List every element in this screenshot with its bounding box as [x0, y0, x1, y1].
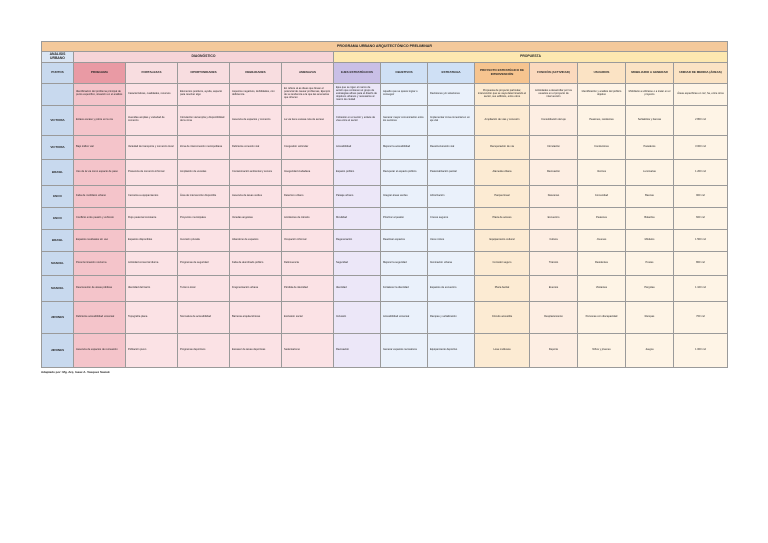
table-cell: Integrar áreas verdes [381, 185, 428, 207]
section-proposal: PROPUESTA [334, 52, 728, 63]
table-cell: Visitantes [578, 275, 626, 301]
table-cell: Falta de alumbrado público [230, 251, 282, 275]
program-table [41, 41, 728, 368]
table-cell: Paraderos [626, 135, 674, 159]
table-row [42, 207, 728, 229]
section-analysis: ANÁLISIS URBANO [42, 52, 74, 63]
table-cell: Ausencia de espacios y comercio [230, 105, 282, 135]
table-cell: Peatones, residentes [578, 105, 626, 135]
table-cell: La vía tiene escasa ruta de acceso [282, 105, 334, 135]
table-cell: Losa multiusos [475, 333, 530, 367]
table-row [42, 135, 728, 159]
table-cell: Identidad del barrio [126, 275, 178, 301]
table-cell: Ampliación de veredas [178, 159, 230, 185]
table-cell: Aspectos negativos, debilidades, con deficiencia [230, 83, 282, 105]
table-cell: Movilidad [334, 207, 381, 229]
table-cell: Accesibilidad universal [381, 301, 428, 333]
table-cell: Circuito accesible [475, 301, 530, 333]
header-cell: PROYECTO ESTRATÉGICO DE INTERVENCIÓN [475, 62, 530, 83]
table-row [42, 185, 728, 207]
table-cell: Características, cualidades, recursos [126, 83, 178, 105]
table-cell: 900 m2 [674, 185, 728, 207]
table-cell: Fortalecer la identidad [381, 275, 428, 301]
table-cell: Flujo peatonal constante [126, 207, 178, 229]
table-cell: Encuentro [530, 207, 578, 229]
table-cell: Recreación [334, 333, 381, 367]
table-cell: Actividad comercial diurna [126, 251, 178, 275]
table-cell: Cercanía a equipamientos [126, 185, 178, 207]
table-cell: Uso de la vía como espacio de paso [74, 159, 126, 185]
table-cell: Área de intervención disponible [178, 185, 230, 207]
table-cell: 600 m2 [674, 207, 728, 229]
table-cell: Mejorar la seguridad [381, 251, 428, 275]
table-cell: Arborización [428, 185, 475, 207]
table-row [42, 275, 728, 301]
table-cell: Áreas específicas en m2, ha, entre otros [674, 83, 728, 105]
table-cell: Bancas [626, 185, 674, 207]
table-cell: Priorizar al peatón [381, 207, 428, 229]
table-cell: Topografía plana [126, 301, 178, 333]
table-cell: 1 200 m2 [674, 159, 728, 185]
table-cell: Presencia de comercio informal [126, 159, 178, 185]
header-row [42, 62, 728, 83]
table-cell: Circulación vial amplia y disponibilidad de la zona [178, 105, 230, 135]
table-row [42, 301, 728, 333]
table-cell: Conflicto entre peatón y vehículo [74, 207, 126, 229]
table-cell: Inclusión [334, 301, 381, 333]
table-cell: Aquello que se quiere lograr o conseguir [381, 83, 428, 105]
table-cell: 1 500 m2 [674, 229, 728, 251]
table-cell: Deficiente conexión vial [230, 135, 282, 159]
table-cell: Módulos [626, 229, 674, 251]
table-cell: Postes [626, 251, 674, 275]
header-cell: PUNTOS [42, 62, 74, 83]
table-cell: Propuesta de proyecto particular, intervención que se vaya determinando el sector, sus edificios, entre otros [475, 83, 530, 105]
table-cell: Personas con discapacidad [578, 301, 626, 333]
table-cell: Niños y jóvenes [578, 333, 626, 367]
table-cell: Escasez de áreas deportivas [230, 333, 282, 367]
table-cell: 700 m2 [674, 301, 728, 333]
table-cell: 800 m2 [674, 251, 728, 275]
table-row [42, 83, 728, 105]
table-cell: Plaza de acceso [475, 207, 530, 229]
row-label: ENCO [42, 207, 74, 229]
header-cell: DEBILIDADES [230, 62, 282, 83]
table-cell: Rampas [626, 301, 674, 333]
header-cell: AMENAZAS [282, 62, 334, 83]
table-cell: Jóvenes [578, 229, 626, 251]
table-cell: Juegos [626, 333, 674, 367]
table-cell: Ampliación de vías y conexión [475, 105, 530, 135]
table-cell: Peatones [578, 207, 626, 229]
table-cell: 1 000 m2 [674, 333, 728, 367]
table-cell: Recreación [530, 159, 578, 185]
row-label: BRASIL [42, 229, 74, 251]
table-cell: 1 100 m2 [674, 275, 728, 301]
table-cell: Cruces seguros [428, 207, 475, 229]
table-cell: Alameda urbana [475, 159, 530, 185]
table-cell: Zona de interconexión metropolitana [178, 135, 230, 159]
table-cell: Paisaje urbano [334, 185, 381, 207]
table-cell: Cultura [530, 229, 578, 251]
table-cell: Seguridad [334, 251, 381, 275]
header-cell: EJES ESTRATÉGICOS [334, 62, 381, 83]
header-cell: MOBILIARIO A GENERAR [626, 62, 674, 83]
table-cell: Residentes [578, 251, 626, 275]
row-label: BRASIL [42, 159, 74, 185]
planning-sheet [41, 41, 727, 374]
table-cell: Comunidad [578, 185, 626, 207]
table-cell: Descanso [530, 185, 578, 207]
table-cell: Espacios de encuentro [428, 275, 475, 301]
table-cell: Reactivar espacios [381, 229, 428, 251]
table-cell: Turismo local [178, 275, 230, 301]
row-label: JIRONES [42, 333, 74, 367]
table-cell: Espacios residuales sin uso [74, 229, 126, 251]
table-cell: Corredor seguro [475, 251, 530, 275]
table-cell: Pérgolas [626, 275, 674, 301]
section-diagnostic: DIAGNÓSTICO [74, 52, 334, 63]
header-cell: USUARIOS [578, 62, 626, 83]
table-cell: Mejorar la accesibilidad [381, 135, 428, 159]
table-cell: Avenidas amplias y variedad de comercio [126, 105, 178, 135]
table-cell: Deterioro urbano [282, 185, 334, 207]
table-cell: Falta de mobiliario urbano [74, 185, 126, 207]
table-cell: Accidentes de tránsito [282, 207, 334, 229]
table-cell: Conductores [578, 135, 626, 159]
header-cell: OPORTUNIDADES [178, 62, 230, 83]
table-row [42, 229, 728, 251]
table-cell: Implementar zona comercial en un eje vial [428, 105, 475, 135]
table-cell: Fragmentación urbana [230, 275, 282, 301]
table-cell: Variedad de transporte y comercio local [126, 135, 178, 159]
table-cell: Consolidación del eje [530, 105, 578, 135]
table-row [42, 159, 728, 185]
table-cell: Peatonalización parcial [428, 159, 475, 185]
table-cell: Equipamiento deportivo [428, 333, 475, 367]
table-cell: Cohesión en el sector y enlace de vías entre el sector [334, 105, 381, 135]
table-cell: Inseguridad ciudadana [282, 159, 334, 185]
table-cell: Rampas y señalización [428, 301, 475, 333]
table-cell: Identidad [334, 275, 381, 301]
table-cell: Ocupación informal [282, 229, 334, 251]
table-cell: Proyectos municipales [178, 207, 230, 229]
table-cell: Accesibilidad [334, 135, 381, 159]
table-cell: 3 000 m2 [674, 135, 728, 159]
row-label: MANUEL [42, 251, 74, 275]
table-cell: Población joven [126, 333, 178, 367]
table-cell: Deporte [530, 333, 578, 367]
header-cell: ESTRATEGIA [428, 62, 475, 83]
table-cell: Congestión vehicular [282, 135, 334, 159]
table-cell: Señalética y bancas [626, 105, 674, 135]
header-cell: PROBLEMA [74, 62, 126, 83]
table-cell: Contaminación ambiental y sonora [230, 159, 282, 185]
header-cell: UNIDAD DE MEDIDA (ÁREAS) [674, 62, 728, 83]
table-cell: Poca iluminación nocturna [74, 251, 126, 275]
table-cell: Actividades a desarrollar por los usuarios en el proyecto de intervención [530, 83, 578, 105]
row-label: ENCO [42, 185, 74, 207]
table-row [42, 333, 728, 367]
table-title: PROGRAMA URBANO ARQUITECTÓNICO PRELIMINAR [42, 42, 728, 52]
table-cell: Ausencia de áreas verdes [230, 185, 282, 207]
table-cell: Parque lineal [475, 185, 530, 207]
table-cell: Recuperar el espacio público [381, 159, 428, 185]
table-cell: Abandono de espacios [230, 229, 282, 251]
header-cell: FUNCIÓN (ACTIVIDAD) [530, 62, 578, 83]
table-cell: Iluminación urbana [428, 251, 475, 275]
table-cell: Eventos [530, 275, 578, 301]
table-cell: Usos mixtos [428, 229, 475, 251]
table-cell: Deficiente accesibilidad universal [74, 301, 126, 333]
table-cell: Sedentarismo [282, 333, 334, 367]
table-cell: Identificación del problema principal de punto específico, situación en el análisis [74, 83, 126, 105]
footer-credit: Adaptado por: Mg. Arq. Isaac A. Vasquez Sasiuk [41, 369, 110, 374]
table-cell: Plaza barrial [475, 275, 530, 301]
table-cell: Elementos positivos, ayuda, aspecto para resolver algo [178, 83, 230, 105]
row-label: JIRONES [42, 301, 74, 333]
table-cell: Bolardos [626, 207, 674, 229]
table-cell: Identificación y análisis del público objetivo [578, 83, 626, 105]
table-cell: Equipamiento cultural [475, 229, 530, 251]
header-cell: OBJETIVOS [381, 62, 428, 83]
table-cell: Espacios disponibles [126, 229, 178, 251]
table-cell: Ejes que se rigen el marco de acción que contienen el grupo de estrategias afines para el diseño de objetivos urbanos y necesarios al marco de ciudad [334, 83, 381, 105]
table-cell: Generar espacios recreativos [381, 333, 428, 367]
table-row [42, 251, 728, 275]
table-cell: Luminarias [626, 159, 674, 185]
row-label: VICTORIA [42, 105, 74, 135]
table-cell: Reestructuración vial [428, 135, 475, 159]
table-cell: Desplazamiento [530, 301, 578, 333]
table-cell: Veredas angostas [230, 207, 282, 229]
table-cell: Normativa de accesibilidad [178, 301, 230, 333]
table-cell: Vecinos [578, 159, 626, 185]
row-label: VICTORIA [42, 135, 74, 159]
table-cell: Programas deportivos [178, 333, 230, 367]
header-cell: FORTALEZAS [126, 62, 178, 83]
table-cell: En refiere al as ideas que llevan el potencial de causar problemas, Ejemplo de su tendencia a la que las amenazas que ofrecen [282, 83, 334, 105]
table-cell: Inversión privada [178, 229, 230, 251]
table-cell: Circulación [530, 135, 578, 159]
table-cell: Programas de seguridad [178, 251, 230, 275]
table-cell: 2 800 m2 [674, 105, 728, 135]
table-cell: Decisiones y/o soluciones [428, 83, 475, 105]
table-cell: Generar mayor comunicación entre los sectores [381, 105, 428, 135]
table-cell: Delincuencia [282, 251, 334, 275]
table-cell: Recuperación de vía [475, 135, 530, 159]
table-row [42, 105, 728, 135]
table-cell: Desconexión de áreas públicas [74, 275, 126, 301]
table-cell: Bajo tráfico vial [74, 135, 126, 159]
table-cell: Regeneración [334, 229, 381, 251]
table-cell: Espacio público [334, 159, 381, 185]
table-cell: Ausencia de espacios de recreación [74, 333, 126, 367]
table-cell: Barreras arquitectónicas [230, 301, 282, 333]
row-label: MANUEL [42, 275, 74, 301]
table-cell: Enlace escaso y pobre en la vía [74, 105, 126, 135]
table-cell: Exclusión social [282, 301, 334, 333]
table-cell: Tránsito [530, 251, 578, 275]
table-cell: Mobiliario a utilizarse o a tratar en el proyecto [626, 83, 674, 105]
table-cell: Pérdida de identidad [282, 275, 334, 301]
table-body [42, 83, 728, 367]
row-label [42, 83, 74, 105]
